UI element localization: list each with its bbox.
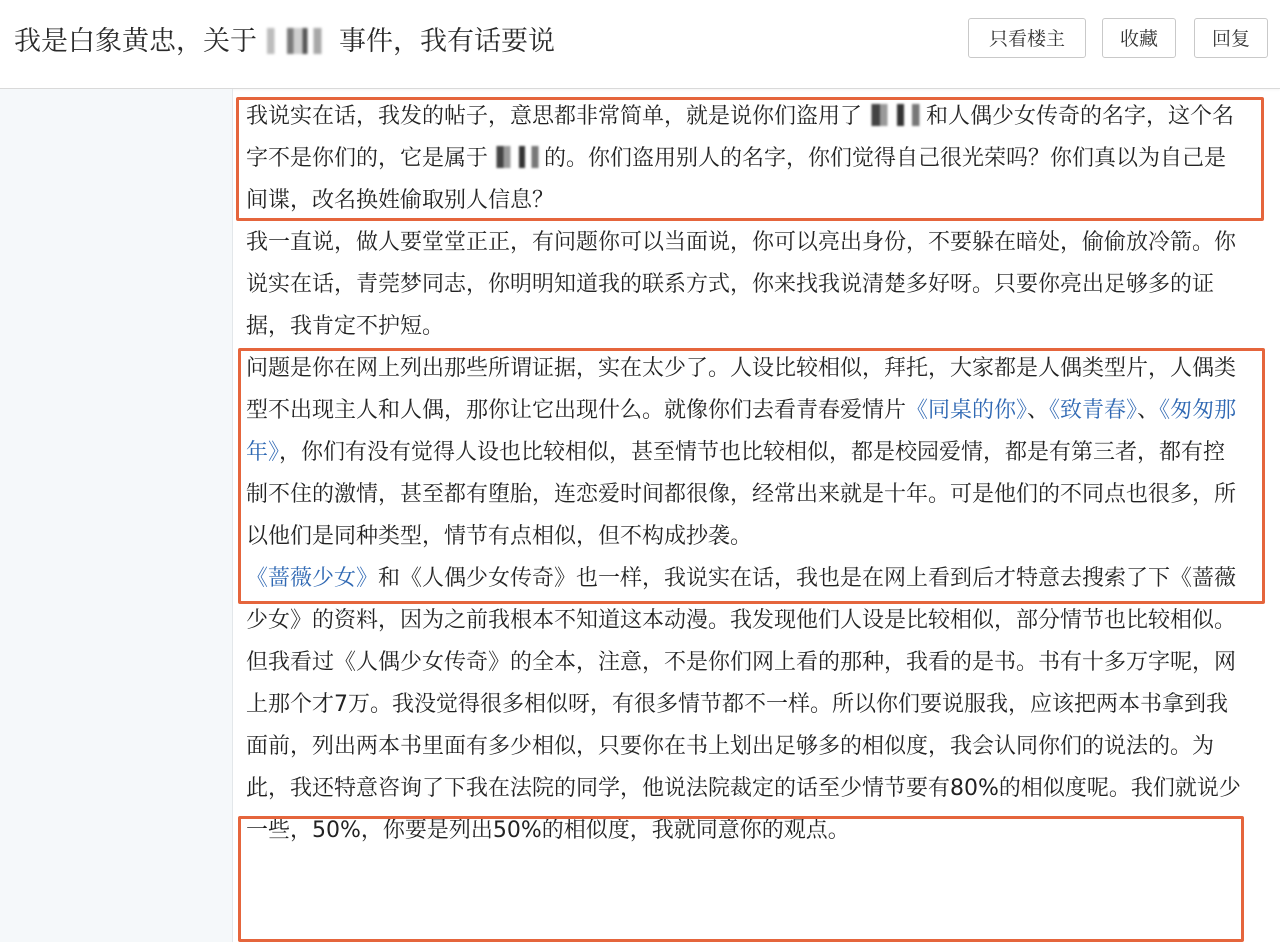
censored-name — [259, 28, 337, 54]
only-op-button[interactable]: 只看楼主 — [968, 18, 1086, 58]
top-bar — [0, 0, 1280, 89]
p4-text: 和《人偶少女传奇》也一样，我说实在话，我也是在网上看到后才特意去搜索了下《蔷薇少女》的资料，因为之前我根本不知道这本动漫。我发现他们人设是比较相似，部分情节也比较相似。但我看过《人偶少女传奇》的全本，注意，不是你们网上看的那种，我看的是书。书有十多万字呢，网上那个才7万。我没觉得很多相似呀，有很多情节都不一样。所以你们要说服我，应该把两本书拿到我面前，列出两本书里面有多少相似，只要你在书上划出足够多的相似度，我会认同你们的说法的。为此，我还特意咨询了下我在法院的同学，他说法院裁定的话至少情节要有80%的相似度呢。我们就说少一些，50%，你要是列出50%的相似度，我就同意你的观点。 — [246, 566, 1241, 843]
p3-text-b: ，你们有没有觉得人设也比较相似，甚至情节也比较相似，都是校园爱情，都是有第三者，都有控制不住的激情，甚至都有堕胎，连恋爱时间都很像，经常出来就是十年。可是他们的不同点也很多，所以他们是同种类型，情节有点相似，但不构成抄袭。 — [246, 440, 1237, 549]
p1-text-c: 的。你们盗用别人的名字，你们觉得自己很光荣吗？你们真以为自己是间谍，改名换姓偷取别人信息？ — [246, 146, 1227, 213]
link-tongzhuo-de-ni[interactable]: 《同桌的你》 — [906, 398, 1028, 423]
paragraph-2: 我一直说，做人要堂堂正正，有问题你可以当面说，你可以亮出身份，不要躲在暗处，偷偷放冷箭。你说实在话，青莞梦同志，你明明知道我的联系方式，你来找我说清楚多好呀。只要你亮出足够多的证据，我肯定不护短。 — [246, 230, 1237, 339]
title-text-before: 我是白象黄忠，关于 — [14, 26, 257, 57]
p3-separator: 、 — [1027, 398, 1050, 423]
link-zhi-qingchun[interactable]: 《致青春》 — [1049, 398, 1138, 423]
reply-button[interactable]: 回复 — [1194, 18, 1268, 58]
title-text-after: 事件，我有话要说 — [339, 26, 555, 57]
favorite-button[interactable]: 收藏 — [1102, 18, 1176, 58]
highlight-box — [238, 816, 1244, 942]
author-column — [0, 89, 233, 942]
p1-text-a: 我说实在话，我发的帖子，意思都非常简单，就是说你们盗用了 — [246, 104, 863, 129]
p3-separator: 、 — [1137, 398, 1160, 423]
p3-text-a: 问题是你在网上列出那些所谓证据，实在太少了。人设比较相似，拜托，大家都是人偶类型片，人偶类型不出现主人和人偶，那你让它出现什么。就像你们去看青春爱情片 — [246, 356, 1237, 423]
link-qiangwei-shaonv[interactable]: 《蔷薇少女》 — [246, 566, 379, 591]
highlight-box — [236, 97, 1264, 221]
p1-text-b: 和人偶少女传奇的名字，这个名字不是你们的，它是属于 — [246, 104, 1235, 171]
link-congcong-nanian[interactable]: 《匆匆那年》 — [246, 398, 1237, 465]
highlight-box — [238, 348, 1265, 604]
thread-title — [14, 22, 555, 62]
